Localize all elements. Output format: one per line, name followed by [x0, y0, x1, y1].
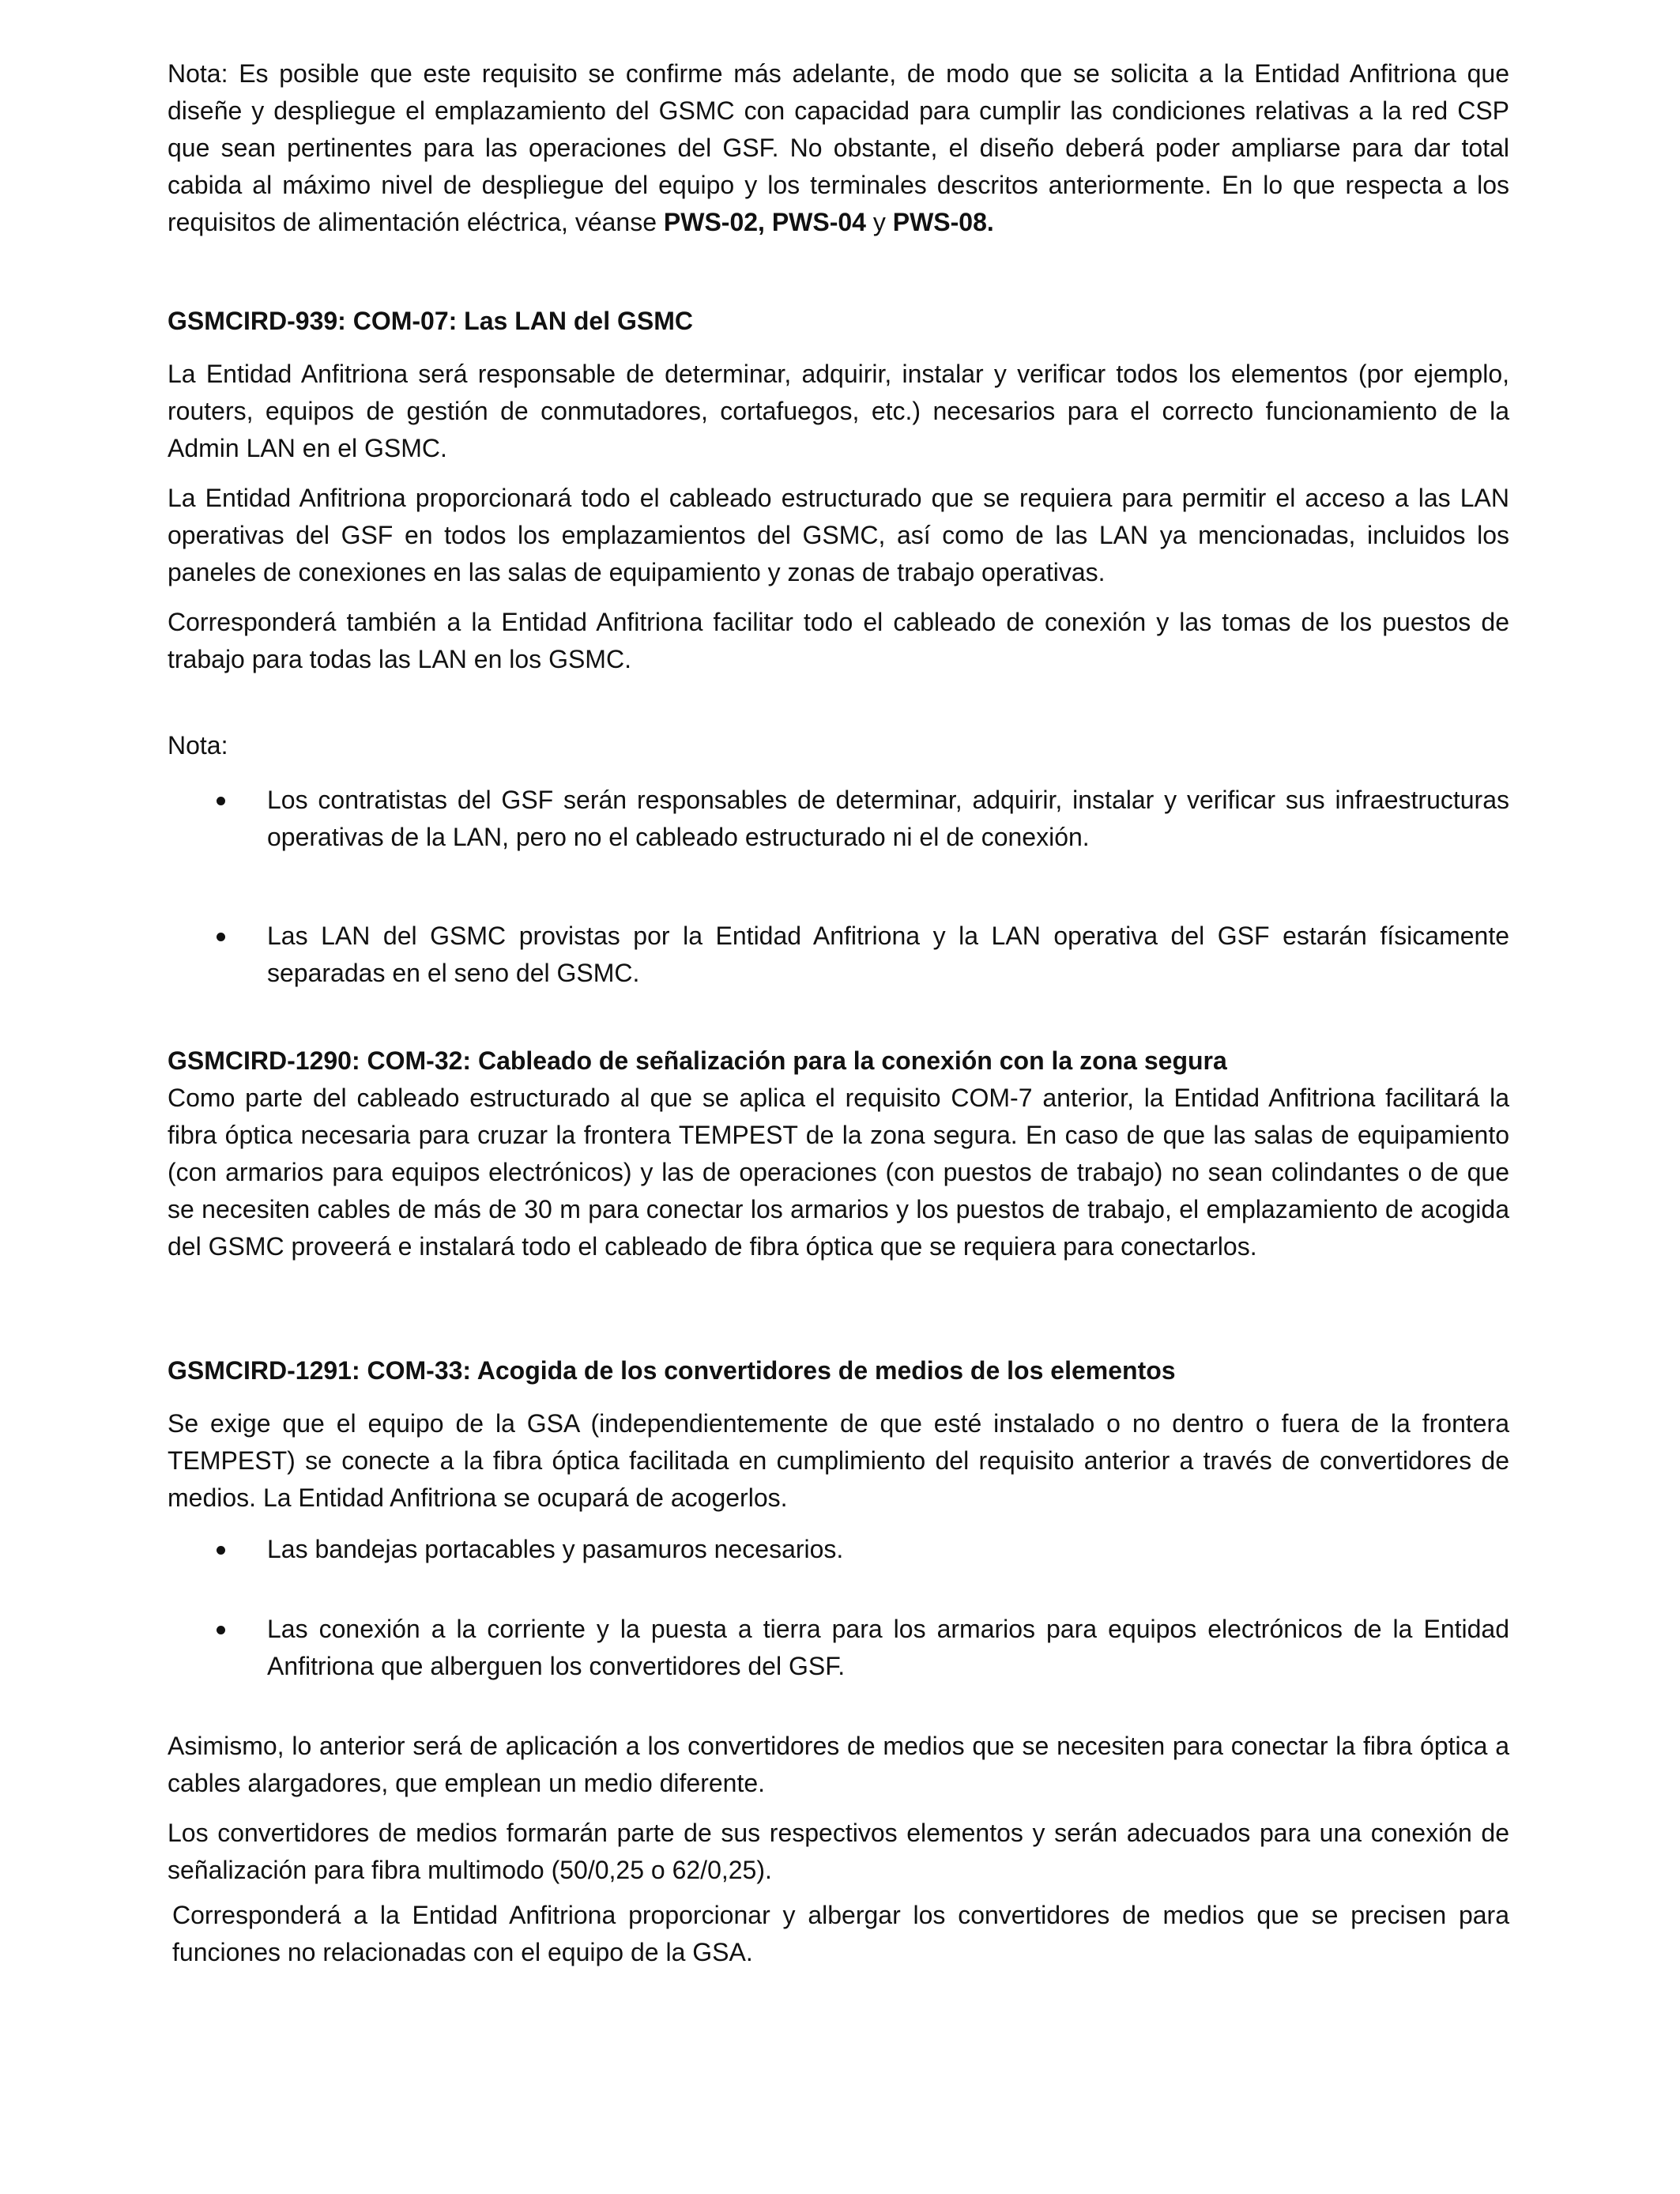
list-item-text: Las LAN del GSMC provistas por la Entidad Anfitriona y la LAN operativa del GSF estarán físicamente separadas en el seno del GSMC.: [267, 922, 1509, 987]
section-939-bullet-list: [168, 782, 1509, 992]
section-939-paragraph-2: La Entidad Anfitriona proporcionará todo el cableado estructurado que se requiera para permitir el acceso a las LAN operativas del GSF en todos los emplazamientos del GSMC, así como de las LAN ya mencionadas, incluidos los paneles de conexiones en las salas de equipamiento y zonas de trabajo operativas.: [168, 484, 1509, 586]
section-1291-bullet-list: [168, 1531, 1509, 1685]
section-1291-heading: GSMCIRD-1291: COM-33: Acogida de los convertidores de medios de los elementos: [168, 1356, 1176, 1385]
section-1290-paragraph-1: Como parte del cableado estructurado al que se aplica el requisito COM-7 anterior, la Entidad Anfitriona facilitará la fibra óptica necesaria para cruzar la frontera TEMPEST de la zona segura. En caso de que las salas de equipamiento (con armarios para equipos electrónicos) y las de operaciones (con puestos de trabajo) no sean colindantes o de que se necesiten cables de más de 30 m para conectar los armarios y los puestos de trabajo, el emplazamiento de acogida del GSMC proveerá e instalará todo el cableado de fibra óptica que se requiera para conectarlos.: [168, 1084, 1509, 1261]
section-939-note-label: Nota:: [168, 731, 228, 760]
bullet-icon: [217, 797, 225, 805]
list-item-text: Las bandejas portacables y pasamuros necesarios.: [267, 1535, 844, 1563]
intro-note-text: Nota: Es posible que este requisito se confirme más adelante, de modo que se solicita a la Entidad Anfitriona que diseñe y despliegue el emplazamiento del GSMC con capacidad para cumplir las condiciones relativas a la red CSP que sean pertinentes para las operaciones del GSF. No obstante, el diseño deberá poder ampliarse para dar total cabida al máximo nivel de despliegue del equipo y los terminales descritos anteriormente. En lo que respecta a los requisitos de alimentación eléctrica, véanse: [168, 59, 1509, 236]
bullet-icon: [217, 1626, 225, 1634]
intro-note-ref-1: PWS-02, PWS-04: [663, 208, 866, 236]
list-item: [168, 918, 1509, 992]
list-item: [168, 782, 1509, 856]
document-page: [168, 55, 1509, 1971]
intro-note-ref-2: PWS-08.: [892, 208, 994, 236]
section-1291-paragraph-3: Los convertidores de medios formarán parte de sus respectivos elementos y serán adecuados para una conexión de señalización para fibra multimodo (50/0,25 o 62/0,25).: [168, 1819, 1509, 1884]
section-939-heading: GSMCIRD-939: COM-07: Las LAN del GSMC: [168, 307, 693, 335]
list-item: [168, 1531, 1509, 1568]
section-1290-heading: GSMCIRD-1290: COM-32: Cableado de señalización para la conexión con la zona segura: [168, 1046, 1227, 1075]
section-939-paragraph-3: Corresponderá también a la Entidad Anfitriona facilitar todo el cableado de conexión y las tomas de los puestos de trabajo para todas las LAN en los GSMC.: [168, 608, 1509, 673]
bullet-icon: [217, 933, 225, 941]
section-1291-paragraph-1: Se exige que el equipo de la GSA (independientemente de que esté instalado o no dentro o fuera de la frontera TEMPEST) se conecte a la fibra óptica facilitada en cumplimiento del requisito anterior a través de convertidores de medios. La Entidad Anfitriona se ocupará de acogerlos.: [168, 1409, 1509, 1512]
list-item: [168, 1611, 1509, 1685]
section-1291-paragraph-2: Asimismo, lo anterior será de aplicación a los convertidores de medios que se necesiten para conectar la fibra óptica a cables alargadores, que emplean un medio diferente.: [168, 1732, 1509, 1797]
bullet-icon: [217, 1546, 225, 1555]
section-1291-paragraph-4: Corresponderá a la Entidad Anfitriona proporcionar y albergar los convertidores de medios que se precisen para funciones no relacionadas con el equipo de la GSA.: [172, 1901, 1509, 1966]
intro-note-connector: y: [865, 208, 893, 236]
intro-note: [168, 55, 1509, 241]
list-item-text: Las conexión a la corriente y la puesta a tierra para los armarios para equipos electrónicos de la Entidad Anfitriona que alberguen los convertidores del GSF.: [267, 1615, 1509, 1680]
list-item-text: Los contratistas del GSF serán responsables de determinar, adquirir, instalar y verificar sus infraestructuras operativas de la LAN, pero no el cableado estructurado ni el de conexión.: [267, 786, 1509, 851]
section-939-paragraph-1: La Entidad Anfitriona será responsable de determinar, adquirir, instalar y verificar todos los elementos (por ejemplo, routers, equipos de gestión de conmutadores, cortafuegos, etc.) necesarios para el correcto funcionamiento de la Admin LAN en el GSMC.: [168, 360, 1509, 462]
